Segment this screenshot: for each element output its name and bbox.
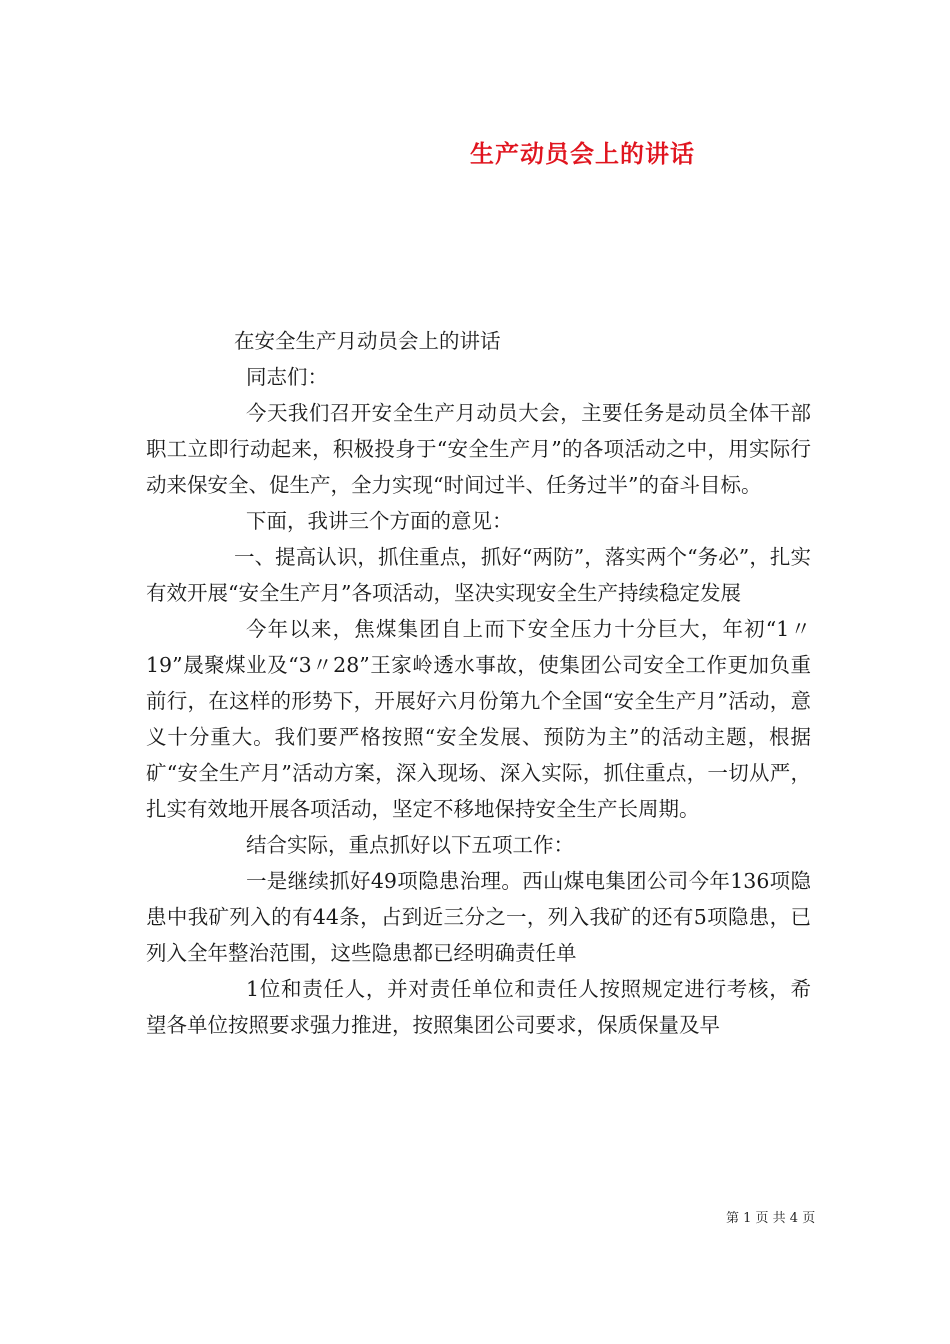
section-heading: 一、提高认识，抓住重点，抓好“两防”，落实两个“务必”，扎实有效开展“安全生产月”各项活动，坚决实现安全生产持续稳定发展 xyxy=(146,545,811,605)
speech-subtitle: 在安全生产月动员会上的讲话 xyxy=(234,329,501,353)
greeting: 同志们： xyxy=(246,365,328,389)
paragraph: 结合实际，重点抓好以下五项工作： xyxy=(246,833,574,857)
paragraph: 一是继续抓好49项隐患治理。西山煤电集团公司今年136项隐患中我矿列入的有44条，占到近三分之一，列入我矿的还有5项隐患，已列入全年整治范围，这些隐患都已经明确责任单 xyxy=(146,869,811,965)
paragraph: 今天我们召开安全生产月动员大会，主要任务是动员全体干部职工立即行动起来，积极投身于“安全生产月”的各项活动之中，用实际行动来保安全、促生产，全力实现“时间过半、任务过半”的奋斗目标。 xyxy=(146,401,811,497)
paragraph: 1位和责任人，并对责任单位和责任人按照规定进行考核，希望各单位按照要求强力推进，按照集团公司要求，保质保量及早 xyxy=(146,977,811,1037)
document-body xyxy=(146,323,811,1043)
page-number: 第 1 页 共 4 页 xyxy=(726,1211,816,1226)
paragraph: 今年以来，焦煤集团自上而下安全压力十分巨大，年初“1〃19”晟聚煤业及“3〃28”王家岭透水事故，使集团公司安全工作更加负重前行，在这样的形势下，开展好六月份第九个全国“安全生产月”活动，意义十分重大。我们要严格按照“安全发展、预防为主”的活动主题，根据矿“安全生产月”活动方案，深入现场、深入实际，抓住重点，一切从严，扎实有效地开展各项活动，坚定不移地保持安全生产长周期。 xyxy=(146,617,811,821)
paragraph: 下面，我讲三个方面的意见： xyxy=(246,509,513,533)
document-title: 生产动员会上的讲话 xyxy=(470,139,695,168)
